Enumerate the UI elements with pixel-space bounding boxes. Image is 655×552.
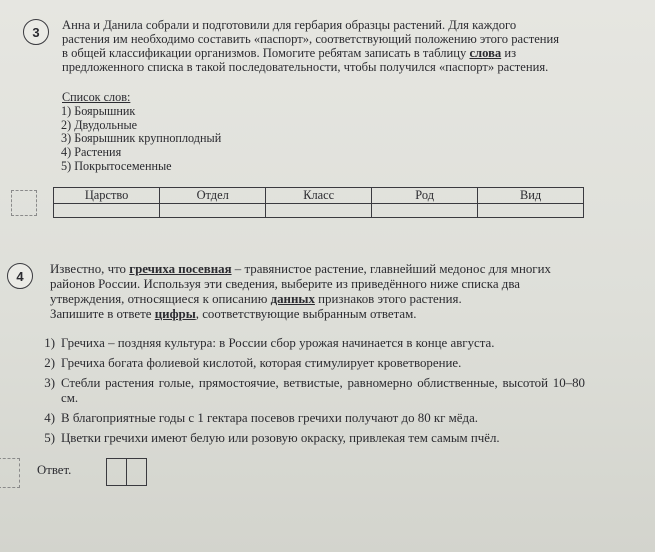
statement-item: 4) В благоприятные годы с 1 гектара посевов гречихи получают до 80 кг мёда. <box>44 411 479 425</box>
passport-header-species: Вид <box>478 188 584 204</box>
word-list-title: Список слов: <box>62 90 131 104</box>
task-4-emph-given: данных <box>270 292 315 306</box>
statement-item: 3) Стебли растения голые, прямостоячие, ветвистые, равномерно облиственные, высотой 10–80 см. <box>44 376 585 405</box>
statement-item: 5) Цветки гречихи имеют белую или розовую окраску, привлекая тем самым пчёл. <box>44 431 500 445</box>
word-list-item: 3) Боярышник крупноплодный <box>61 131 222 146</box>
passport-answer-cell-kingdom[interactable] <box>54 204 160 218</box>
answer-cell-1[interactable] <box>106 458 127 486</box>
passport-answer-cell-species[interactable] <box>478 204 584 218</box>
task-4-line-2: районов России. Используя эти сведения, выберите из приведённого ниже списка два <box>50 277 520 291</box>
task-3-line-3: в общей классификации организмов. Помогите ребятам записать в таблицу слова из <box>62 46 517 60</box>
task-3-line-1: Анна и Данила собрали и подготовили для гербария образцы растений. Для каждого <box>62 18 517 32</box>
passport-answer-cell-class[interactable] <box>266 204 372 218</box>
word-list-item: 2) Двудольные <box>61 117 138 132</box>
task-3-emph-words: слова <box>469 46 502 60</box>
task-4-line-4: Запишите в ответе цифры, соответствующие выбранным ответам. <box>50 307 417 321</box>
passport-answer-cell-division[interactable] <box>160 204 266 218</box>
passport-header-class: Класс <box>266 188 372 204</box>
word-list-item: 1) Боярышник <box>61 104 136 118</box>
task-3-line-2: растения им необходимо составить «паспорт», соответствующий положению этого растения <box>62 32 560 46</box>
passport-header-genus: Род <box>372 188 478 204</box>
task-4-emph-digits: цифры <box>154 307 196 321</box>
task-4-line-1: Известно, что гречиха посевная – травянистое растение, главнейший медонос для многих <box>50 262 551 276</box>
passport-header-kingdom: Царство <box>54 188 160 204</box>
statement-item: 1) Гречиха – поздняя культура: в России сбор урожая начинается в конце августа. <box>44 336 495 350</box>
task-4-text <box>50 262 582 322</box>
statement-list <box>33 336 585 451</box>
statement-item: 2) Гречиха богата фолиевой кислотой, которая стимулирует кроветворение. <box>44 356 462 370</box>
word-list-item: 5) Покрытосеменные <box>61 158 172 173</box>
word-list <box>61 105 221 174</box>
answer-cell-2[interactable] <box>127 458 147 486</box>
task-4-answer-margin-box[interactable] <box>0 458 20 488</box>
passport-header-row <box>54 188 584 204</box>
word-list-item: 4) Растения <box>61 145 122 160</box>
task-3-number: 3 <box>23 19 49 45</box>
passport-header-division: Отдел <box>160 188 266 204</box>
task-3-answer-margin-box[interactable] <box>11 190 37 216</box>
answer-cells <box>106 458 147 486</box>
task-3-line-4: предложенного списка в такой последовательности, чтобы получился «паспорт» растения. <box>62 60 549 74</box>
task-4-line-3: утверждения, относящиеся к описанию данных признаков этого растения. <box>50 292 462 306</box>
task-4-emph-plant: гречиха посевная <box>129 262 232 276</box>
answer-label: Ответ. <box>37 463 72 477</box>
task-4-number: 4 <box>7 263 33 289</box>
passport-table <box>53 187 584 218</box>
passport-answer-cell-genus[interactable] <box>372 204 478 218</box>
task-3-text <box>62 18 570 74</box>
passport-answer-row <box>54 204 584 218</box>
